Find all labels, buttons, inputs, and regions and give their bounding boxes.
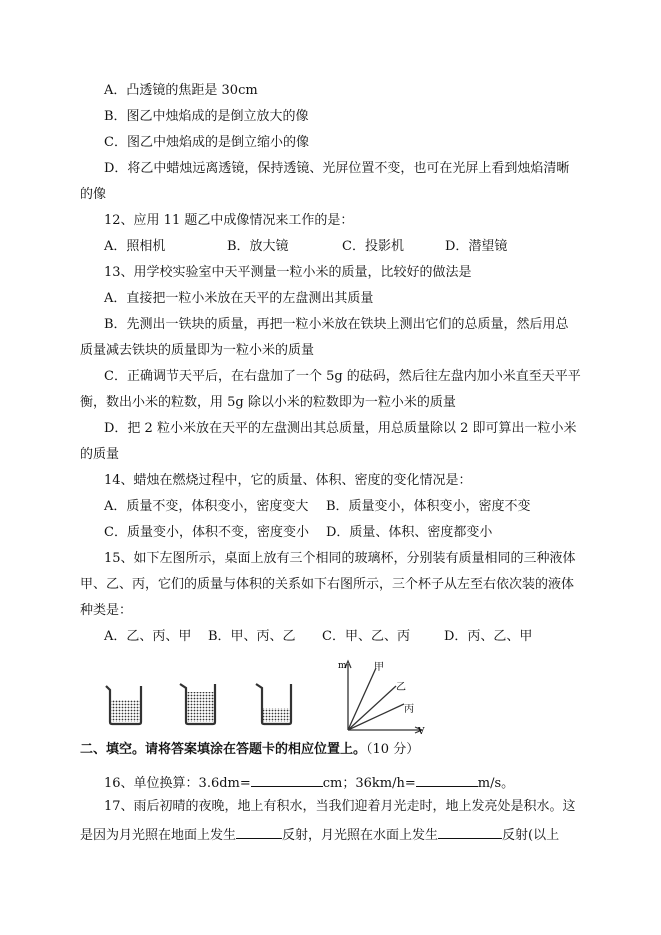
question-15: 15、如下左图所示，桌面上放有三个相同的玻璃杯，分别装有质量相同的三种液体 [104,551,576,566]
question-17-cont [80,824,559,845]
option-14c: C．质量变小，体积不变，密度变小 [104,525,309,540]
line-bing [348,704,404,730]
question-14: 14、蜡烛在燃烧过程中，它的质量、体积、密度的变化情况是： [104,473,472,488]
question-17-part2: 反射，月光照在水面上发生 [282,828,439,843]
blank-16a[interactable] [251,772,323,787]
option-12b: B．放大镜 [227,239,289,254]
question-15-cont1: 甲、乙、丙，它们的质量与体积的关系如下右图所示，三个杯子从左至右依次装的液体 [80,577,575,592]
option-14d: D．质量、体积、密度都变小 [326,525,493,540]
question-17-part3: 反射(以上 [502,828,560,843]
option-14b: B．质量变小，体积变小，密度不变 [326,499,531,514]
option-13c-cont: 衡，数出小米的粒数，用 5g 除以小米的粒数即为一粒小米的质量 [80,395,456,410]
question-16-part1: 16、单位换算：3.6dm= [104,776,251,791]
section-2-heading [80,741,419,759]
question-12: 12、应用 11 题乙中成像情况来工作的是： [104,213,354,228]
blank-17a[interactable] [236,824,282,839]
section-2-points: （10 分） [366,742,420,757]
option-12d: D．潜望镜 [445,239,508,254]
beakers-figure [100,676,320,728]
option-11d-cont: 的像 [80,187,107,202]
beaker-right [256,684,291,724]
option-14a: A．质量不变，体积变小，密度变大 [104,499,309,514]
option-13b: B．先测出一铁块的质量，再把一粒小米放在铁块上测出它们的总质量，然后用总 [104,317,569,332]
option-12c: C．投影机 [342,239,404,254]
option-13b-cont: 质量减去铁块的质量即为一粒小米的质量 [80,343,315,358]
option-11a: A．凸透镜的焦距是 30cm [104,83,258,98]
graph-ylabel: m [338,661,347,671]
option-15b: B．甲、丙、乙 [208,629,296,644]
question-16 [104,772,514,793]
option-15c: C．甲、乙、丙 [322,629,410,644]
line-yi [348,686,396,730]
option-11d: D．将乙中蜡烛远离透镜，保持透镜、光屏位置不变，也可在光屏上看到烛焰清晰 [104,161,570,176]
question-17-part1: 是因为月光照在地面上发生 [80,828,237,843]
question-17: 17、雨后初晴的夜晚，地上有积水，当我们迎着月光走时，地上发亮处是积水。这 [104,799,576,814]
series-label-bing: 丙 [404,704,414,715]
beaker-left [106,686,141,724]
option-15d: D．丙、乙、甲 [444,629,533,644]
question-13: 13、用学校实验室中天平测量一粒小米的质量，比较好的做法是 [104,265,472,280]
blank-16b[interactable] [416,772,478,787]
series-label-yi: 乙 [396,682,406,693]
graph-xlabel: V [418,727,425,737]
question-16-part3: m/s。 [477,776,515,791]
mass-volume-graph [338,656,428,737]
section-2-title: 二、填空。请将答案填涂在答题卡的相应位置上。 [80,742,367,757]
question-16-part2: cm；36km/h= [322,776,416,791]
beaker-middle [180,684,215,724]
option-11b: B．图乙中烛焰成的是倒立放大的像 [104,109,309,124]
option-11c: C．图乙中烛焰成的是倒立缩小的像 [104,135,309,150]
option-13c: C．正确调节天平后，在右盘加了一个 5g 的砝码，然后往左盘内加小米直至天平平 [104,369,581,384]
line-jia [348,668,376,730]
option-13d: D．把 2 粒小米放在天平的左盘测出其总质量，用总质量除以 2 即可算出一粒小米 [104,421,577,436]
option-13d-cont: 的质量 [80,447,120,462]
series-label-jia: 甲 [374,662,384,673]
option-13a: A．直接把一粒小米放在天平的左盘测出其质量 [104,291,374,306]
option-15a: A．乙、丙、甲 [104,629,192,644]
question-15-cont2: 种类是： [80,603,133,618]
blank-17b[interactable] [438,824,502,839]
option-12a: A．照相机 [104,239,166,254]
